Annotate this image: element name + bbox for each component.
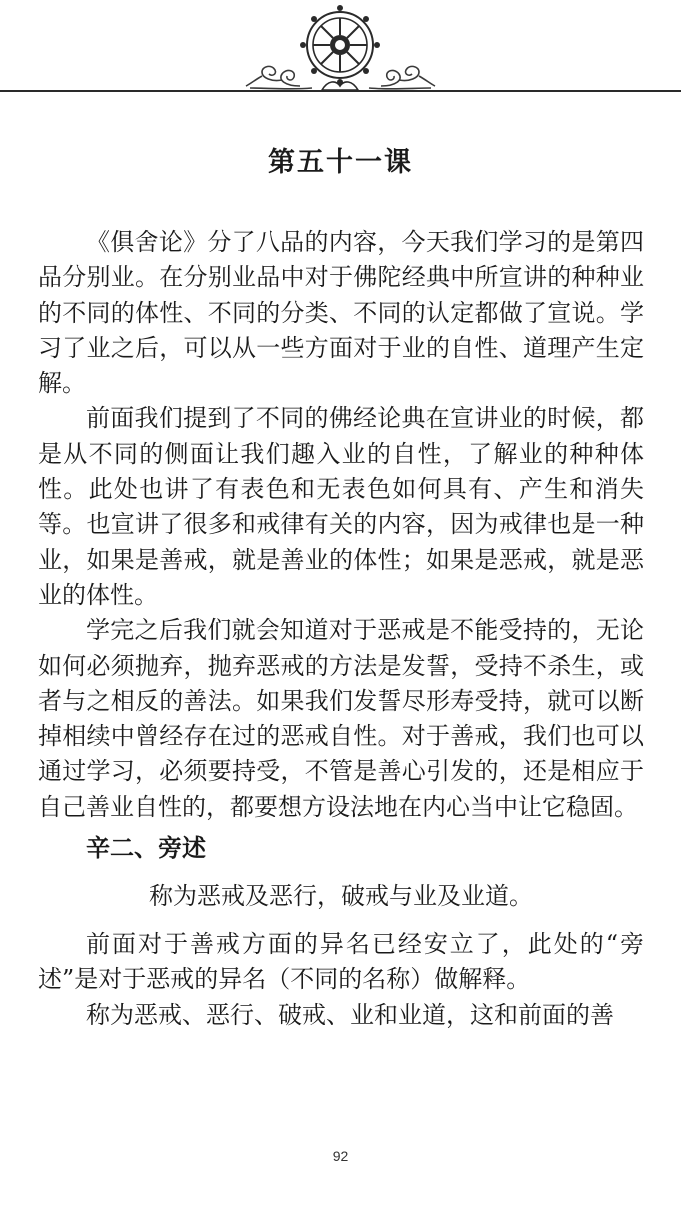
dharma-wheel-icon [300,5,380,85]
left-cloud-icon [246,66,312,89]
dharma-wheel-ornament [0,0,681,100]
section-heading: 辛二、旁述 [86,834,206,863]
page-number: 92 [332,1148,349,1164]
body-text [38,225,644,1033]
right-cloud-icon [369,66,435,89]
verse: 称为恶戒及恶行，破戒与业及业道。 [149,882,533,911]
paragraph: 前面我们提到了不同的佛经论典在宣讲业的时候，都是从不同的侧面让我们趣入业的自性，了解业的种种体性。此处也讲了有表色和无表色如何具有、产生和消失等。也宣讲了很多和戒律有关的内容，因为戒律也是一种业，如果是善戒，就是善业的体性；如果是恶戒，就是恶业的体性。 [38,404,644,609]
page-title: 第五十一课 [268,147,413,178]
paragraph: 前面对于善戒方面的异名已经安立了，此处的“旁述”是对于恶戒的异名（不同的名称）做解释。 [38,930,644,994]
paragraph: 学完之后我们就会知道对于恶戒是不能受持的，无论如何必须抛弃，抛弃恶戒的方法是发誓，受持不杀生，或者与之相反的善法。如果我们发誓尽形寿受持，就可以断掉相续中曾经存在过的恶戒自性。对于善戒，我们也可以通过学习，必须要持受，不管是善心引发的，还是相应于自己善业自性的，都要想方设法地在内心当中让它稳固。 [38,616,644,821]
paragraph: 《俱舍论》分了八品的内容，今天我们学习的是第四品分别业。在分别业品中对于佛陀经典中所宣讲的种种业的不同的体性、不同的分类、不同的认定都做了宣说。学习了业之后，可以从一些方面对于业的自性、道理产生定解。 [38,228,644,398]
paragraph: 称为恶戒、恶行、破戒、业和业道，这和前面的善 [86,1000,614,1029]
